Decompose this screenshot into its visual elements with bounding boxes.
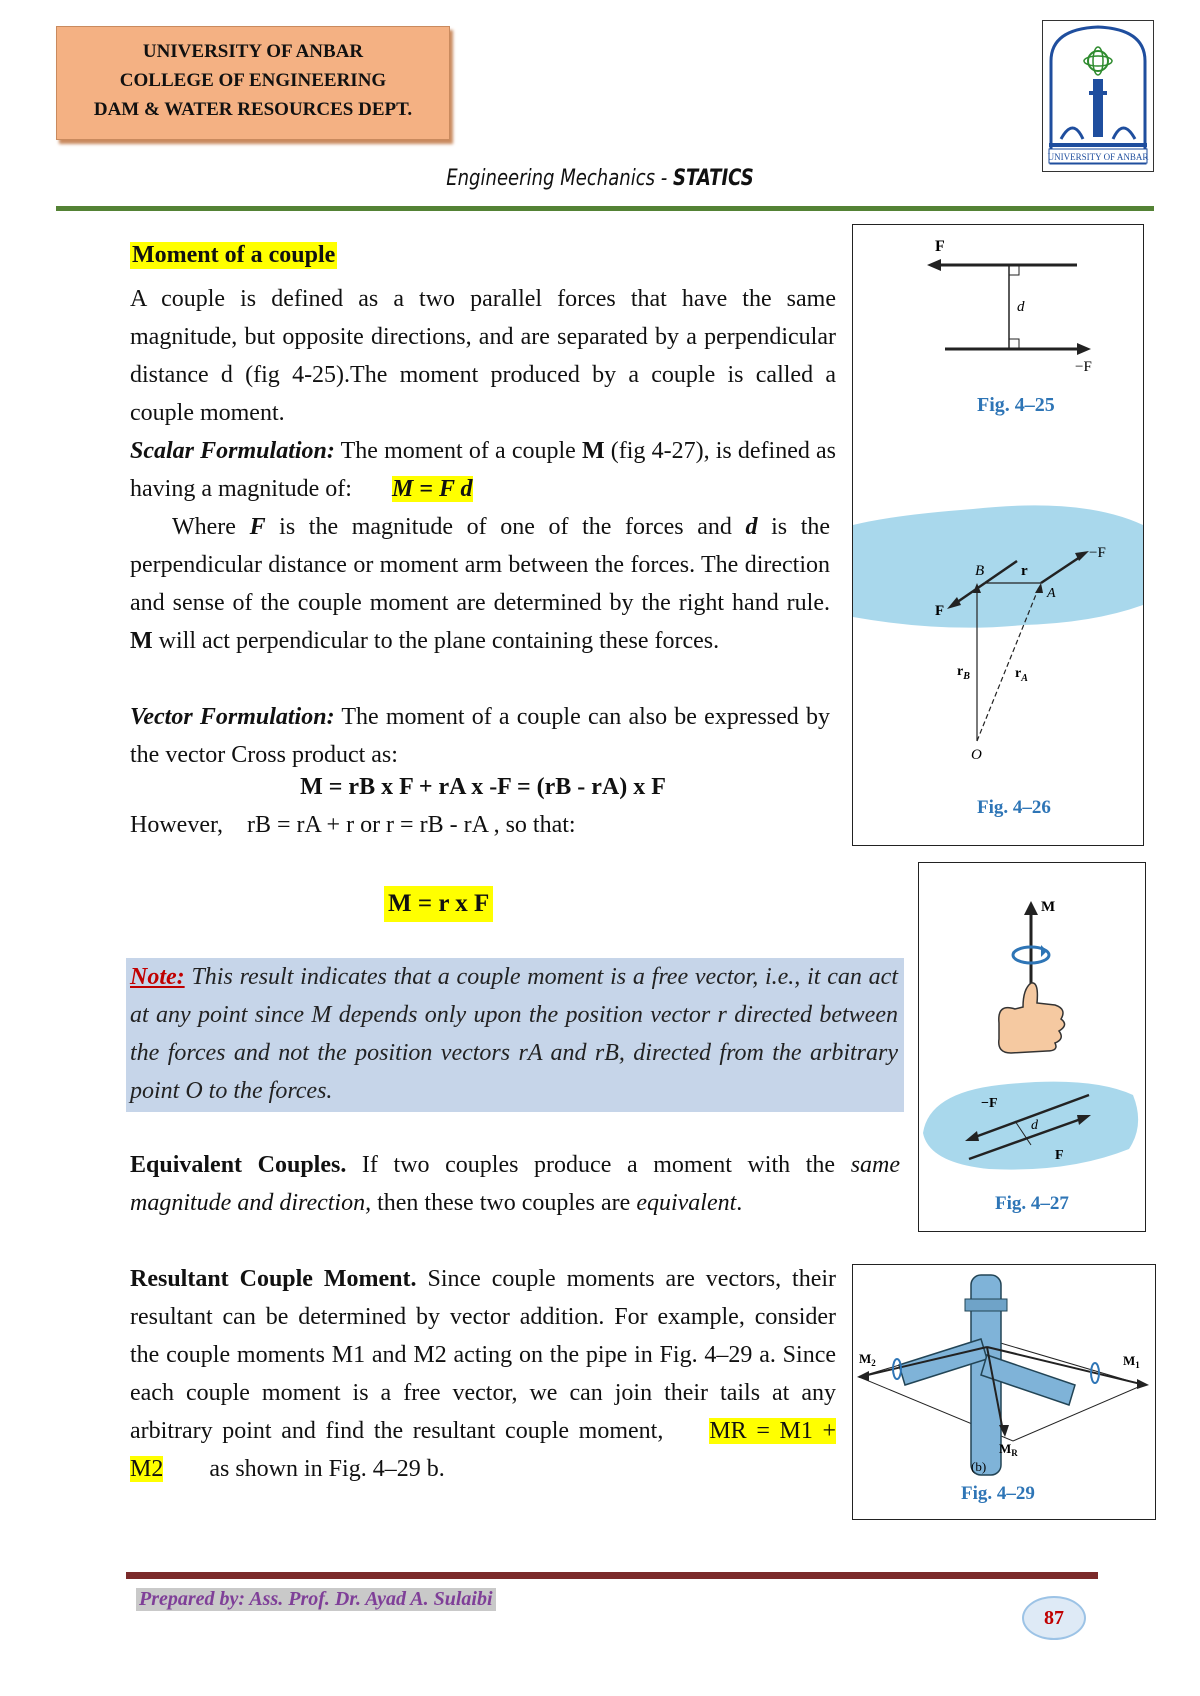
university-banner — [56, 26, 450, 140]
university-logo — [1042, 20, 1154, 172]
fig25-label-d: d — [1017, 299, 1025, 315]
fig26-caption: Fig. 4–26 — [977, 797, 1051, 818]
fig27-label-negf: −F — [981, 1096, 998, 1111]
university-name: UNIVERSITY OF ANBAR — [142, 41, 364, 62]
however-line — [130, 812, 576, 839]
where-symbol-d: d — [745, 514, 758, 540]
footer-divider — [126, 1572, 1098, 1579]
scalar-equation: M = F d — [391, 476, 473, 502]
fig26-label-ra: $r_A$ — [1015, 666, 1028, 684]
resultant-label: Resultant Couple Moment. — [130, 1266, 417, 1292]
resultant-text: Since couple moments are vectors, their resultant can be determined by vector addition. For example, consider the couple moments M1 and M2 acting on the pipe in Fig. 4–29 a. Since each couple moment is a free vector, we can join their tails at any arbitrary point and find the resultant couple moment, — [130, 1266, 837, 1444]
where-text-2: is the magnitude of one of the forces and — [265, 514, 746, 540]
course-subject: STATICS — [673, 166, 754, 191]
fig29-label-m2: $M_2$ — [859, 1351, 876, 1368]
fig26-label-f: F — [935, 603, 945, 619]
where-symbol-m: M — [130, 628, 153, 654]
scalar-text: The moment of a couple — [334, 438, 582, 464]
however-equation: rB = rA + r or r = rB - rA , so that: — [247, 812, 576, 838]
scalar-label: Scalar Formulation: — [130, 438, 335, 464]
where-paragraph — [130, 508, 830, 660]
fig27-label-m: M — [1041, 899, 1056, 915]
author-credit: Prepared by: Ass. Prof. Dr. Ayad A. Sulaibi — [136, 1588, 496, 1611]
equiv-text: If two couples produce a moment with the — [346, 1152, 851, 1178]
section-heading: Moment of a couple — [132, 242, 336, 268]
result-equation: M = r x F — [384, 886, 493, 922]
note-box — [126, 958, 904, 1112]
header-divider — [56, 206, 1154, 211]
course-title — [108, 166, 1092, 191]
fig27-label-d: d — [1031, 1118, 1038, 1133]
college-name: COLLEGE OF ENGINEERING — [119, 70, 387, 91]
couple-definition: A couple is defined as a two parallel forces that have the same magnitude, but opposite directions, and are separated by a perpendicular distance d (fig 4-25).The moment produced by a couple is called a couple moment. — [130, 286, 836, 426]
figure-4-29 — [852, 1264, 1156, 1520]
where-text: Where — [172, 514, 250, 540]
note-label: Note: — [130, 964, 185, 990]
equiv-label: Equivalent Couples. — [130, 1152, 347, 1178]
equiv-text-2: then these two couples are — [371, 1190, 637, 1216]
vector-label: Vector Formulation: — [130, 704, 335, 730]
resultant-couple-moment — [130, 1260, 836, 1488]
fig26-label-o: O — [971, 747, 982, 763]
where-text-4: will act perpendicular to the plane containing these forces. — [152, 628, 720, 654]
course-name: Engineering Mechanics - — [446, 166, 674, 191]
resultant-end: as shown in Fig. 4–29 b. — [209, 1456, 445, 1482]
vector-formulation — [130, 698, 830, 774]
equiv-italic: same magnitude and direction, — [130, 1152, 901, 1216]
fig26-label-a: A — [1047, 586, 1056, 601]
scalar-symbol: M — [581, 438, 605, 464]
fig26-label-r: r — [1021, 563, 1028, 579]
note-text: This result indicates that a couple moment is a free vector, i.e., it can act at any point since M depends only upon the position vector r directed between the forces and not the position vectors rA and rB, directed from the arbitrary point O to the forces. — [130, 964, 898, 1104]
fig27-caption: Fig. 4–27 — [995, 1193, 1069, 1214]
fig26-label-b: B — [975, 563, 985, 579]
page-number: 87 — [1022, 1596, 1086, 1640]
figure-4-27 — [918, 862, 1146, 1232]
fig26-label-rb: $r_B$ — [957, 664, 970, 682]
scalar-formulation — [130, 432, 836, 508]
fig25-label-f: F — [935, 238, 945, 255]
fig29-label-mr: $M_R$ — [999, 1441, 1018, 1458]
fig25-caption: Fig. 4–25 — [977, 394, 1055, 416]
vector-text: The moment of a couple can also be expressed by the vector Cross product as: — [130, 704, 830, 768]
cross-product-equation: M = rB x F + rA x -F = (rB - rA) x F — [300, 774, 666, 800]
scalar-text-2: (fig 4-27), is defined as having a magnitude of: — [130, 438, 837, 502]
equiv-italic-2: equivalent — [636, 1190, 737, 1216]
where-text-3: is the perpendicular distance or moment arm between the forces. The direction and sense of the couple moment are determined by the right hand rule. — [130, 514, 831, 616]
fig29-label-b: (b) — [971, 1459, 987, 1474]
fig25-label-negf: −F — [1075, 359, 1092, 375]
however-word: However, — [130, 812, 223, 838]
department-name: DAM & WATER RESOURCES DEPT. — [93, 99, 413, 120]
fig29-caption: Fig. 4–29 — [961, 1483, 1035, 1504]
fig27-label-f: F — [1055, 1148, 1064, 1163]
figure-4-25-26 — [852, 224, 1144, 846]
equivalent-couples: Equivalent Couples. If two couples produce a moment with the same magnitude and direction, then these two couples are equivalent. — [130, 1152, 901, 1216]
fig29-label-m1: $M_1$ — [1123, 1353, 1140, 1370]
logo-caption: UNIVERSITY OF ANBAR — [1047, 152, 1149, 162]
resultant-equation: MR = M1 + M2 — [130, 1418, 836, 1482]
fig26-label-negf: −F — [1089, 545, 1106, 561]
where-symbol-f: F — [249, 514, 266, 540]
